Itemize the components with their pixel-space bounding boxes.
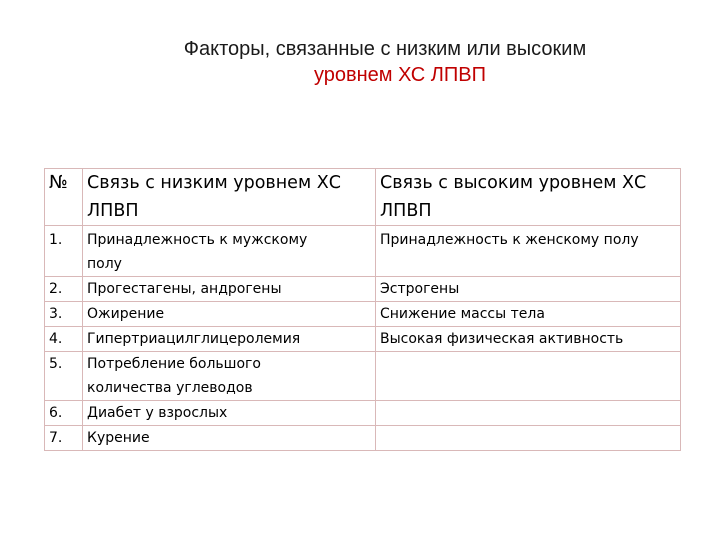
low-factor-continuation: полу bbox=[87, 256, 122, 272]
row-number: 2. bbox=[45, 277, 83, 302]
low-factor-line: Потребление большого bbox=[87, 356, 261, 372]
high-factor: Эстрогены bbox=[376, 277, 681, 302]
high-factor bbox=[376, 401, 681, 426]
table-row bbox=[45, 401, 681, 426]
table-row bbox=[45, 226, 681, 277]
table-row bbox=[45, 426, 681, 451]
low-factor-line: Принадлежность к мужскому bbox=[87, 232, 308, 248]
table-header-row bbox=[45, 169, 681, 226]
high-factor: Снижение массы тела bbox=[376, 302, 681, 327]
table-row bbox=[45, 352, 681, 401]
header-number: № bbox=[45, 169, 83, 226]
header-low-hdl: Связь с низким уровнем ХС ЛПВП bbox=[83, 169, 376, 226]
title-line-2: уровнем ХС ЛПВП bbox=[313, 64, 486, 86]
low-factor bbox=[83, 352, 376, 401]
low-factor bbox=[83, 226, 376, 277]
low-factor: Прогестагены, андрогены bbox=[83, 277, 376, 302]
high-factor bbox=[376, 426, 681, 451]
factors-table bbox=[44, 168, 681, 451]
low-factor: Гипертриацилглицеролемия bbox=[83, 327, 376, 352]
high-factor: Высокая физическая активность bbox=[376, 327, 681, 352]
low-factor: Диабет у взрослых bbox=[83, 401, 376, 426]
high-factor: Принадлежность к женскому полу bbox=[376, 226, 681, 277]
header-high-hdl: Связь с высоким уровнем ХС ЛПВП bbox=[376, 169, 681, 226]
row-number: 6. bbox=[45, 401, 83, 426]
row-number: 1. bbox=[45, 226, 83, 277]
slide-title bbox=[0, 36, 720, 88]
title-line-1: Факторы, связанные с низким или высоким bbox=[183, 38, 587, 60]
table-row bbox=[45, 277, 681, 302]
table-row bbox=[45, 302, 681, 327]
row-number: 4. bbox=[45, 327, 83, 352]
low-factor: Курение bbox=[83, 426, 376, 451]
low-factor: Ожирение bbox=[83, 302, 376, 327]
row-number: 5. bbox=[45, 352, 83, 401]
high-factor bbox=[376, 352, 681, 401]
low-factor-continuation: количества углеводов bbox=[87, 380, 253, 396]
row-number: 7. bbox=[45, 426, 83, 451]
row-number: 3. bbox=[45, 302, 83, 327]
table-row bbox=[45, 327, 681, 352]
